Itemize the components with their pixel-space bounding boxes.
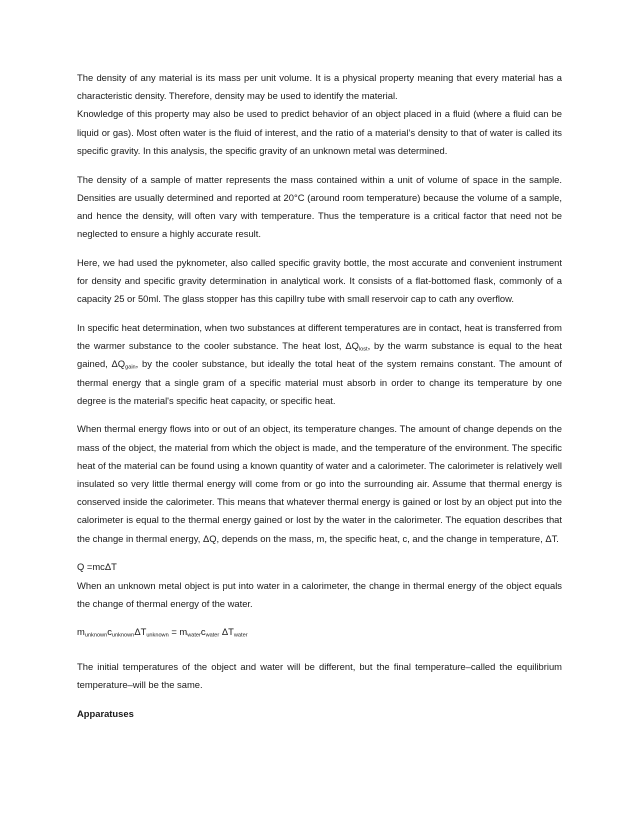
text-span: In specific heat determination, when two substances at different temperatures are in contact, heat is transferred from the warmer substance to the cooler substance. The heat lost, ΔQ [77, 321, 562, 352]
formula-sub: water [187, 632, 201, 639]
subscript-gain: gain [125, 364, 136, 371]
paragraph-calorimeter-metal: When an unknown metal object is put into water in a calorimeter, the change in thermal energy of the object equals the change of thermal energy of the water. [77, 579, 562, 609]
formula-sub: water [233, 632, 248, 639]
formula-sub: water [205, 632, 220, 639]
paragraph-thermal-energy: When thermal energy flows into or out of an object, its temperature changes. The amount of change depends on the mass of the object, the material from which the object is made, and the temperature of the environment. The specific heat of the material can be found using a known quantity of water and a calorimeter. The calorimeter is relatively well insulated so very little thermal energy will come from or go into the surrounding air. Assume that thermal energy is conserved inside the calorimeter. This means that whatever thermal energy is gained or lost by an object put into the calorimeter is equal to the thermal energy gained or lost by the water in the calorimeter. The equation describes that the change in thermal energy, ΔQ, depends on the mass, m, the specific heat, c, and the change in temperature, ΔT. [77, 423, 562, 544]
formula-m: m [77, 626, 85, 638]
formula-equals: = [168, 626, 180, 638]
text-span: , by the cooler substance, but ideally the total heat of the system remains constant. The amount of thermal energy that a single gram of a specific material must absorb in order to change its temperature by one degree is the material's specific heat capacity, or specific heat. [77, 358, 562, 406]
section-heading-apparatuses: Apparatuses [77, 707, 134, 719]
paragraph-density-intro: The density of any material is its mass per unit volume. It is a physical property meaning that every material has a characteristic density. Therefore, density may be used to identify the material. [77, 72, 562, 102]
paragraph-pyknometer: Here, we had used the pyknometer, also called specific gravity bottle, the most accurate and convenient instrument for density and specific gravity determination in analytical work. It consists of a flat-bottomed flask, commonly of a capacity 25 or 50ml. The glass stopper has this capillry tube with small reservoir cap to cath any overflow. [77, 256, 562, 305]
paragraph-equilibrium: The initial temperatures of the object and water will be different, but the final temperature–called the equilibrium temperature–will be the same. [77, 660, 562, 690]
formula-c: c [107, 626, 112, 638]
document-body [77, 69, 562, 733]
equation-q-mc-dt: Q =mcΔT [77, 561, 117, 573]
formula-sub: unknown [111, 632, 135, 639]
paragraph-specific-gravity: Knowledge of this property may also be used to predict behavior of an object placed in a fluid (where a fluid can be liquid or gas). Most often water is the fluid of interest, and the ratio of a material’s density to that of water is called its specific gravity. In this analysis, the specific gravity of an unknown metal was determined. [77, 108, 562, 156]
formula-dt: ΔT [219, 626, 234, 638]
text-span: , by the warm substance is equal to the heat gained, ΔQ [77, 340, 562, 370]
formula-heat-balance [77, 623, 562, 641]
formula-dt: ΔT [134, 626, 147, 638]
formula-m: m [179, 626, 188, 638]
subscript-lost: lost [358, 346, 368, 353]
formula-sub: unknown [84, 632, 108, 639]
paragraph-specific-heat [77, 319, 562, 410]
formula-sub: unknown [146, 632, 169, 639]
formula-c: c [200, 626, 206, 638]
paragraph-density-sample: The density of a sample of matter represents the mass contained within a unit of volume of space in the sample. Densities are usually determined and reported at 20°C (around room temperature) because the volume of a sample, and hence the density, will often vary with temperature. Thus the temperature is a critical factor that need not be neglected to ensure a highly accurate result. [77, 173, 562, 240]
